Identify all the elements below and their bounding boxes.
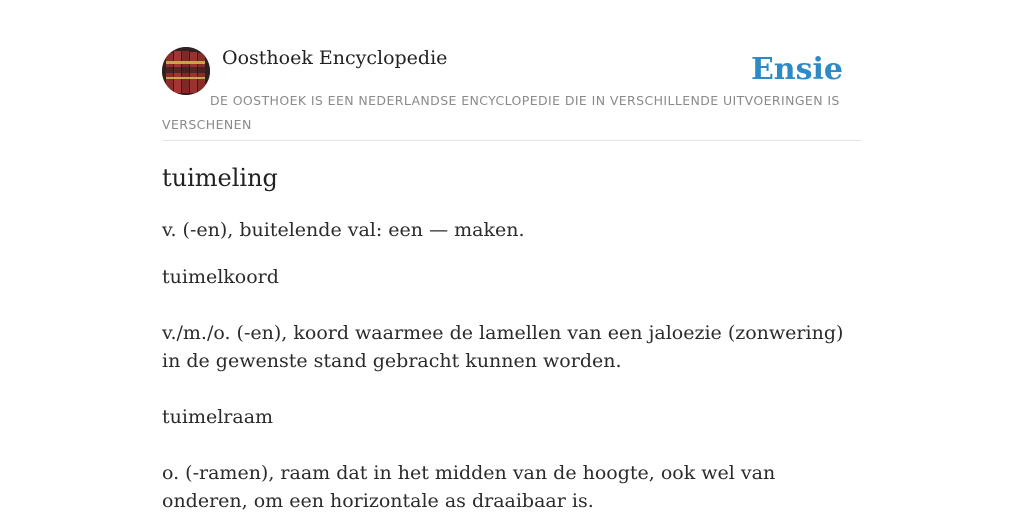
related-term-definition: o. (-ramen), raam dat in het midden van de hoogte, ook wel van onderen, om een horizontale as draaibaar is.: [162, 462, 776, 512]
related-term-heading: tuimelkoord: [162, 266, 279, 288]
related-term-heading: tuimelraam: [162, 406, 274, 428]
related-term-definition: v./m./o. (-en), koord waarmee de lamellen van een jaloezie (zonwering) in de gewenste stand gebracht kunnen worden.: [162, 322, 844, 372]
site-avatar[interactable]: [162, 47, 210, 95]
page-container: [162, 0, 862, 512]
site-tagline: DE OOSTHOEK IS EEN NEDERLANDSE ENCYCLOPEDIE DIE IN VERSCHILLENDE UITVOERINGEN IS VERSCHENEN: [162, 93, 840, 132]
brand-logo[interactable]: Ensie: [750, 52, 843, 87]
book-spines-icon: [162, 47, 210, 95]
entry-title: tuimeling: [162, 164, 278, 192]
entry-definition: v. (-en), buitelende val: een — maken.: [162, 219, 525, 241]
site-header: [162, 0, 862, 141]
site-title[interactable]: Oosthoek Encyclopedie: [222, 47, 448, 69]
